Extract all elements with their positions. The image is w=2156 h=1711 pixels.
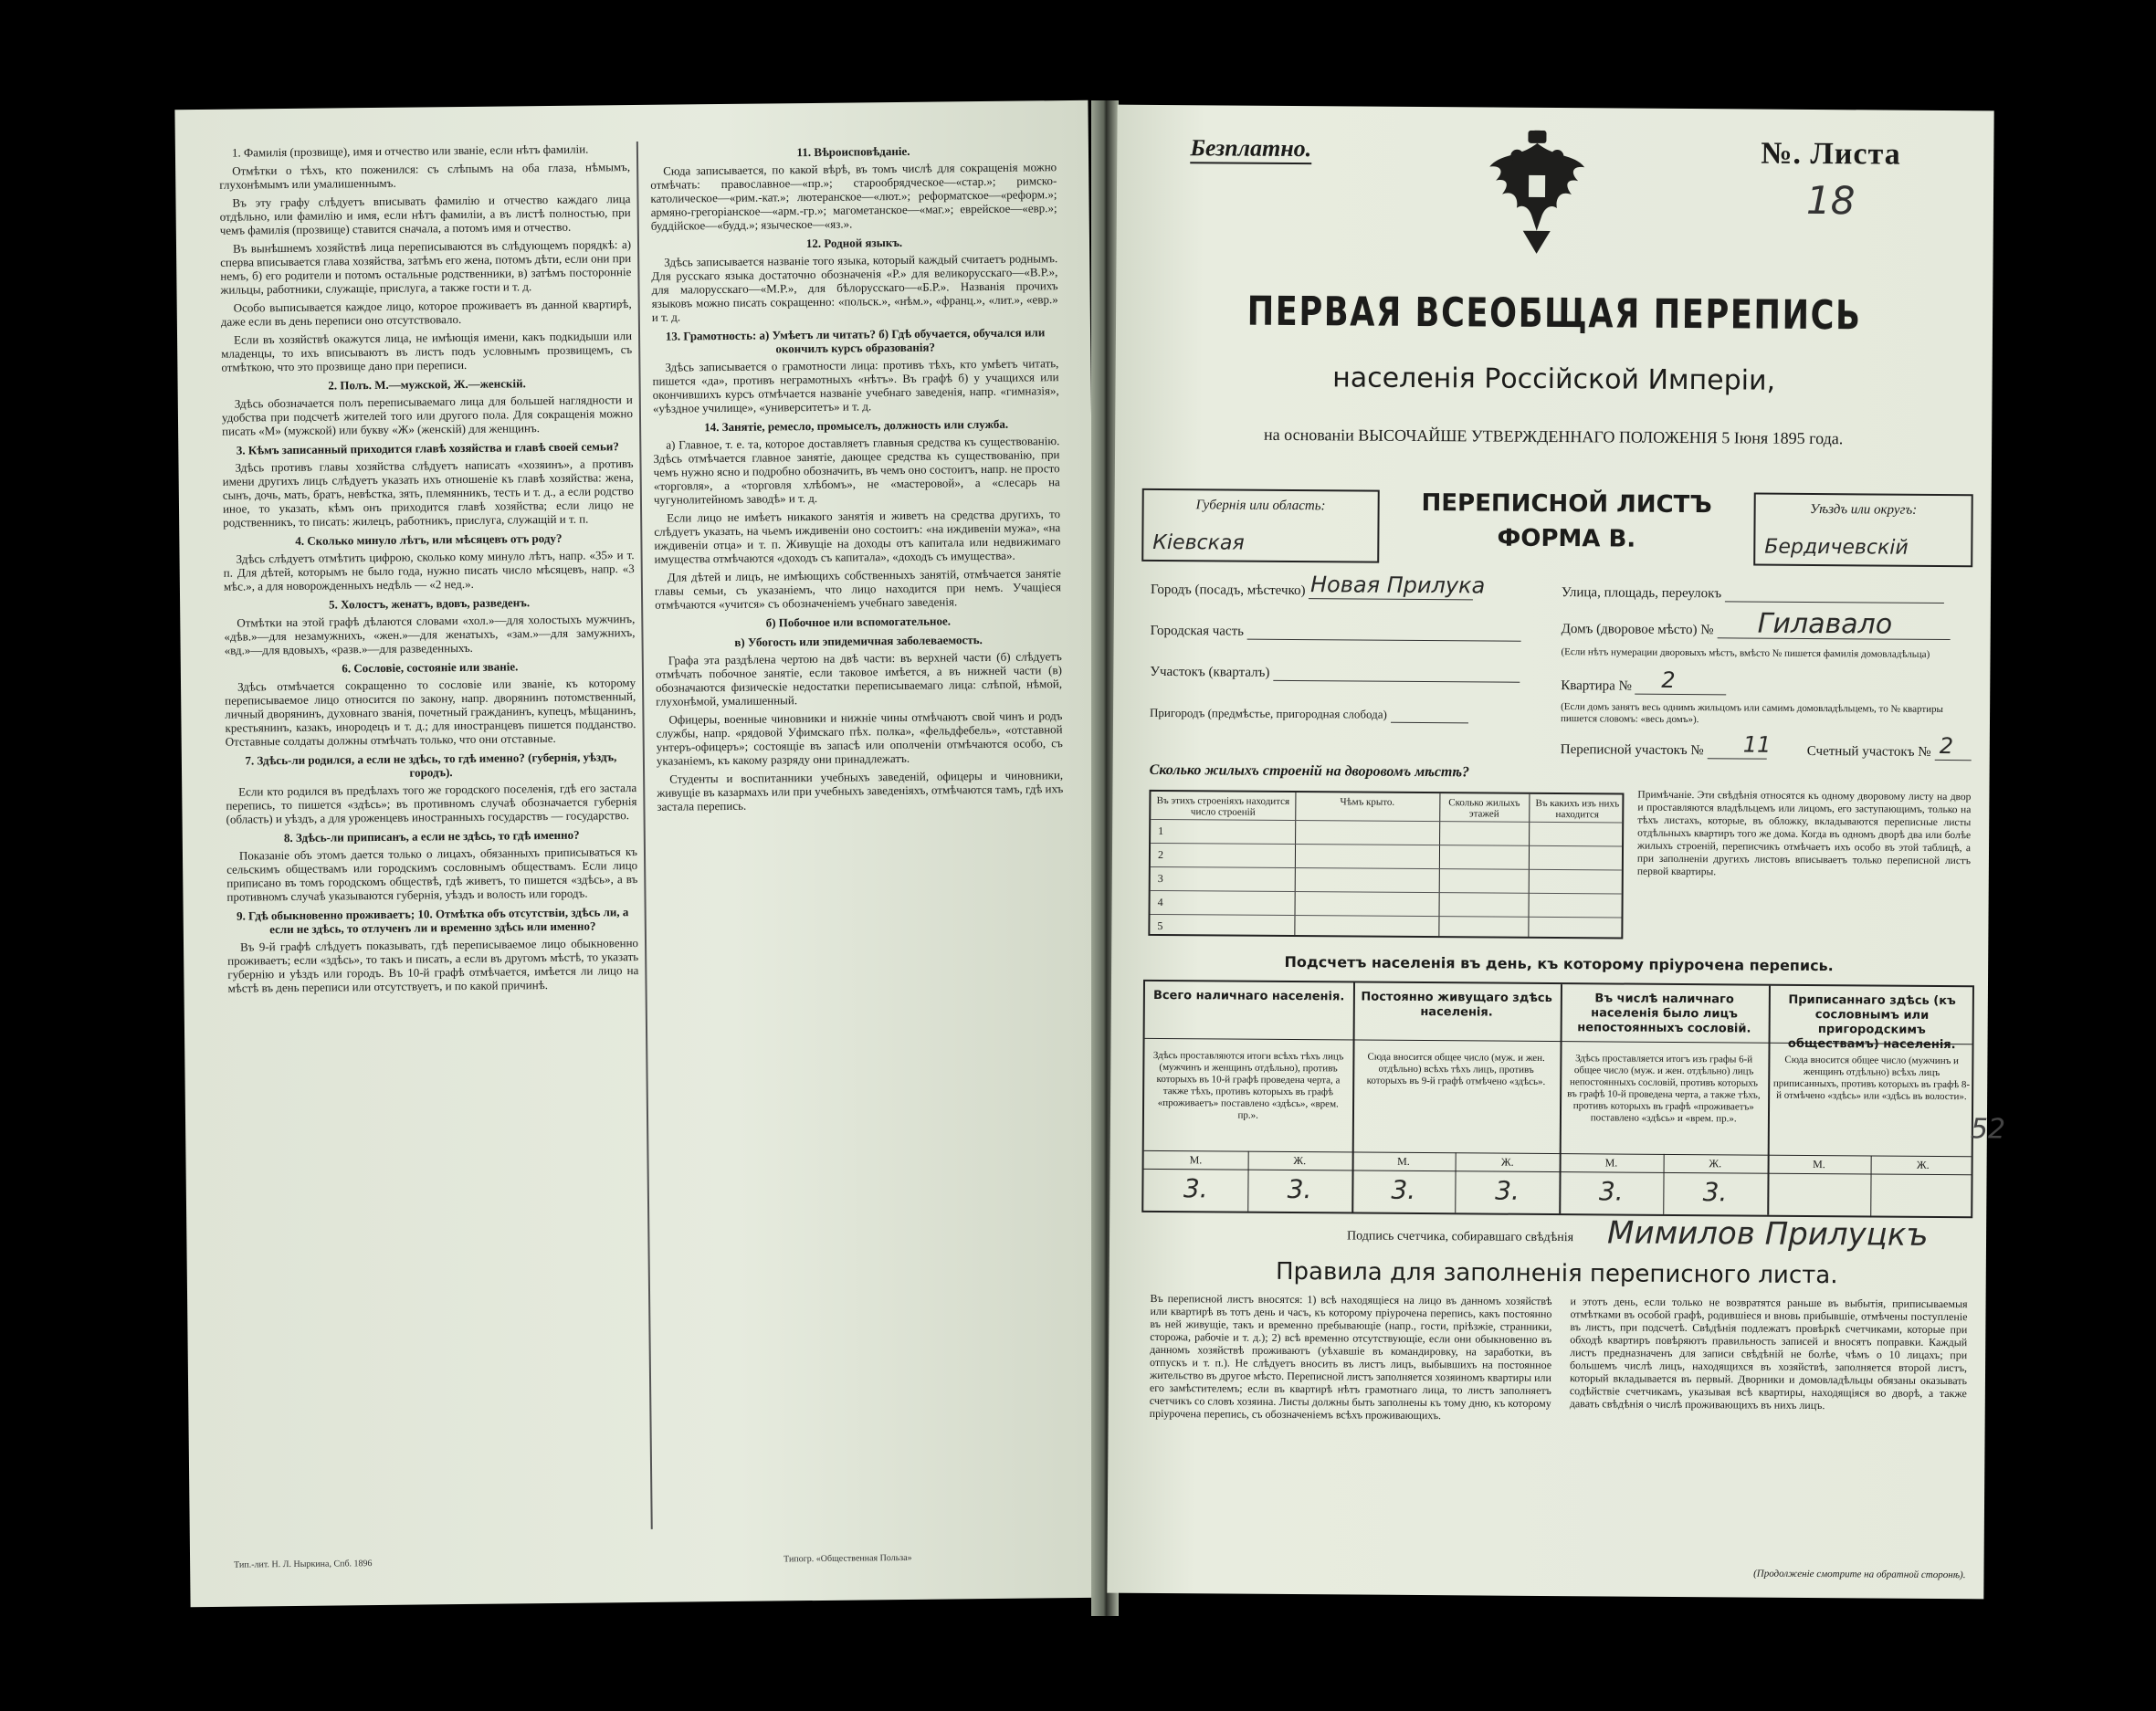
- instruction-paragraph: а) Главное, т. е. та, которое доставляетъ главныя средства къ существованію. Здѣсь отмѣчается главное занятіе, дающее средства къ существованію, при чемъ нужно ясно и подробно обозначить, въ чемъ оно состоитъ, напр. не просто «торговля», а «торговля хлѣбомъ», не «мастеровой», а «слесарь на чугунолитейномъ заводѣ» и т. д.: [653, 434, 1060, 507]
- province-box: [1141, 488, 1380, 563]
- instruction-paragraph: Студенты и воспитанники учебныхъ заведеній, офицеры и чиновники, живущіе въ казармахъ или при учебныхъ заведеніяхъ, отмѣчаются тамъ, гдѣ ихъ застала перепись.: [657, 768, 1064, 814]
- instruction-heading: 12. Родной языкъ.: [805, 235, 903, 251]
- sheet-number-label: №. Листа: [1761, 136, 1901, 172]
- precinct-field: [1150, 662, 1520, 683]
- margin-number: 52: [1970, 1113, 2006, 1146]
- suburb-field: [1150, 703, 1468, 723]
- buildings-row-number: 4: [1157, 895, 1163, 909]
- census-district-label: Переписной участокъ №: [1560, 742, 1704, 759]
- district-box: [1753, 493, 1973, 568]
- instruction-heading: 7. Здѣсь-ли родился, а если не здѣсь, то гдѣ именно? (губернія, уѣздъ, городъ).: [245, 750, 617, 780]
- instruction-paragraph: Здѣсь записывается о грамотности лица: противъ тѣхъ, кто умѣетъ читать, пишется «да», противъ неграмотныхъ «нѣтъ». Въ графѣ б) у учащихся или окончившихъ курсъ отмѣчается названіе учебнаго заведенія, напр. «гимназія», «уѣздное училище», «университетъ» и т. д.: [652, 356, 1059, 415]
- printer-imprint-left: Тип.-лит. Н. Л. Ныркина, Спб. 1896: [234, 1559, 373, 1570]
- male-count-value: [1767, 1178, 1871, 1179]
- census-district-value: 11: [1742, 731, 1772, 758]
- instruction-heading: 6. Сословіе, состояніе или званіе.: [342, 659, 519, 676]
- instruction-paragraph: Если кто родился въ предѣлахъ того же городского поселенія, гдѣ его застала перепись, то пишется «здѣсь»; въ противномъ случаѣ обозначается губернія (область) и уѣздъ, а для уроженцевъ иностранныхъ государствъ — государство.: [226, 781, 637, 826]
- buildings-note: Примѣчаніе. Эти свѣдѣнія относятся къ одному дворовому листу на двор и проставляются владѣльцемъ или лицомъ, его заступающимъ, только на тѣхъ листахъ, которые, въ обложку, вкладываются переписные листы отдѣльныхъ квартиръ того же дома. Когда въ одномъ дворѣ два или болѣе жилыхъ строеній, переписчикъ отмѣчаетъ ихъ особо въ этой таблицѣ, а при заполненіи другихъ листовъ вписываетъ только переписной листъ первой квартиры.: [1636, 789, 1972, 878]
- buildings-header-1: Въ этихъ строеніяхъ находится число строеній: [1156, 794, 1290, 818]
- province-label: Губернія или область:: [1195, 498, 1326, 514]
- buildings-header-2: Чѣмъ крыто.: [1340, 796, 1395, 808]
- apartment-value: 2: [1661, 667, 1676, 693]
- counting-district-value: 2: [1939, 732, 1954, 760]
- instruction-heading: 2. Полъ. М.—мужской, Ж.—женскій.: [328, 376, 526, 393]
- instruction-heading: 9. Гдѣ обыкновенно проживаетъ; 10. Отмѣтка объ отсутствіи, здѣсь ли, а если не здѣсь, то отлученъ ли и временно здѣсь или именно?: [236, 905, 629, 937]
- instruction-paragraph: Отмѣтки о тѣхъ, кто поженился: съ слѣпымъ на оба глаза, нѣмымъ, глухонѣмымъ или умалишеннымъ.: [219, 160, 631, 192]
- house-label: Домъ (дворовое мѣсто) №: [1561, 622, 1714, 638]
- rules-title: Правила для заполненія переписного листа.: [1275, 1257, 1838, 1290]
- instruction-heading: 3. Кѣмъ записанный приходится главѣ хозяйства и главѣ своей семьи?: [236, 439, 619, 457]
- population-count-title: Подсчетъ населенія въ день, къ которому пріурочена перепись.: [1284, 952, 1834, 975]
- form-main-title: ПЕРВАЯ ВСЕОБЩАЯ ПЕРЕПИСЬ: [1246, 288, 1862, 340]
- buildings-row-number: 5: [1157, 918, 1163, 933]
- house-note: (Если нѣтъ нумерации дворовыхъ мѣстъ, вмѣсто № пишется фамилія домовладѣльца): [1561, 646, 1930, 660]
- house-field: [1561, 607, 1951, 641]
- instruction-paragraph: Въ эту графу слѣдуетъ вписывать фамилію и отчество каждаго лица отдѣльно, или фамилію и имя, если нѣтъ фамиліи, а въ листѣ полностью, при чемъ фамилія (прозвище) ставится сначала, а потомъ имя и отчество.: [219, 192, 631, 237]
- rules-text-right: и этотъ день, если только не возвратятся раньше въ выбытія, приписываемыя отмѣтками въ особой графѣ, родившіеся и вновь прибывшіе, отмѣчены поступленіе въ листъ, при подсчетѣ. Свѣдѣнія подлежатъ провѣркѣ счетчиками, которые при обходѣ квартиръ повѣряютъ правильность записей и вносятъ поправки. Каждый листъ предназначенъ для записи свѣдѣній не болѣе, чѣмъ о 10 лицахъ; при большемъ числѣ лицъ, находящихся въ хозяйствѣ, заполняется второй листъ, который вкладывается въ первый. Дворники и домовладѣльцы обязаны оказывать содѣйствіе счетчикамъ, указывая всѣ квартиры, находящіяся во дворѣ, а также давать свѣдѣнія о числѣ проживающихъ въ нихъ лицъ.: [1569, 1295, 1968, 1412]
- counting-district-label: Счетный участокъ №: [1806, 743, 1931, 760]
- buildings-row-number: 1: [1158, 824, 1164, 838]
- female-subheader: Ж.: [1293, 1154, 1307, 1168]
- instruction-paragraph: Если въ хозяйствѣ окажутся лица, не имѣющія имени, какъ подкидыши или младенцы, то ихъ вписываютъ въ листъ подъ условнымъ прозвищемъ, съ отмѣткою, что это прозвище дано при переписи.: [221, 329, 633, 374]
- form-title-line-2: ФОРМА В.: [1497, 524, 1636, 553]
- instruction-paragraph: Здѣсь слѣдуетъ отмѣтить цифрою, сколько кому минуло лѣтъ, напр. «35» и т. п. Для дѣтей, которымъ не было года, нужно писать число мѣсяцевъ, напр. «3 мѣс.», а для новорожденныхъ недѣль — «2 нед.».: [223, 548, 635, 593]
- male-subheader: М.: [1813, 1158, 1825, 1171]
- instruction-paragraph: Сюда записывается, по какой вѣрѣ, въ томъ числѣ для сокращенія можно отмѣчать: православное—«пр.»; старообрядческое—«стар.»; римско-католическое—«рим.-кат.»; лютеранское—«лют.»; реформатское—«реформ.»; армяно-грегоріанское—«арм.-гр.»; магометанское—«маг.»; еврейское—«евр.»; буддійское—«будд.»; языческое—«яз.».: [650, 160, 1057, 233]
- instruction-paragraph: Особо выписывается каждое лицо, которое проживаетъ въ данной квартирѣ, даже если въ день переписи оно отсутствовало.: [220, 297, 632, 329]
- buildings-table: [1148, 790, 1624, 939]
- district-label: Уѣздъ или округъ:: [1810, 501, 1918, 518]
- city-value: Новая Прилука: [1309, 572, 1486, 599]
- female-subheader: Ж.: [1709, 1157, 1722, 1170]
- counting-district-field: [1806, 732, 1972, 761]
- buildings-header-4: Въ какихъ изъ нихъ находится: [1535, 797, 1620, 821]
- instruction-paragraph: Отмѣтки на этой графѣ дѣлаются словами «хол.»—для холостыхъ мужчинъ, «дѣв.»—для незамужнихъ, «жен.»—для женатыхъ, «зам.»—для замужнихъ, «вд.»—для вдовыхъ, «разв.»—для разведенныхъ.: [224, 612, 636, 657]
- apartment-field: [1561, 667, 1727, 695]
- female-subheader: Ж.: [1916, 1158, 1930, 1171]
- instruction-heading: 8. Здѣсь-ли приписанъ, а если не здѣсь, то гдѣ именно?: [283, 827, 580, 845]
- count-column-note: Здѣсь проставляются итоги всѣхъ тѣхъ лицъ (мужчинъ и женщинъ отдѣльно), противъ которыхъ въ 10-й графѣ проведена черта, а также тѣхъ, противъ которыхъ въ графѣ «проживаетъ» поставлено «здѣсь», «врем. пр.».: [1152, 1049, 1344, 1121]
- form-title-line-1: ПЕРЕПИСНОЙ ЛИСТЪ: [1421, 489, 1712, 520]
- instruction-paragraph: Офицеры, военные чиновники и нижніе чины отмѣчаютъ свой чинъ и родъ службы, напр. «рядовой Уфимскаго пѣх. полка», «фельдфебель», «отставной унтеръ-офицеръ»; состоящіе въ запасѣ или ополченіи отмѣчаются особо, съ указаніемъ, къ какому разряду они принадлежатъ.: [656, 709, 1063, 768]
- rules-continued-note: (Продолженіе смотрите на обратной сторонѣ).: [1753, 1568, 1966, 1581]
- signature-label: Подпись счетчика, собиравшаго свѣдѣнія: [1347, 1229, 1574, 1245]
- left-page: [174, 100, 1103, 1607]
- female-count-value: 3.: [1702, 1177, 1728, 1208]
- instruction-heading: 5. Холостъ, женатъ, вдовъ, разведенъ.: [329, 595, 531, 612]
- instruction-heading: 13. Грамотность: а) Умѣетъ ли читать? б) Гдѣ обучается, обучался или окончилъ курсъ образованія?: [665, 325, 1046, 356]
- printer-imprint-right: Типогр. «Общественная Польза»: [784, 1552, 912, 1565]
- male-count-value: 3.: [1391, 1174, 1416, 1205]
- form-subtitle: населенія Россійской Имперіи,: [1332, 362, 1776, 397]
- apartment-note: (Если домъ занятъ весь однимъ жильцомъ или самимъ домовладѣльцемъ, то № квартиры пишется словомъ: «весь домъ»).: [1560, 701, 1943, 726]
- buildings-question: Сколько жилыхъ строеній на дворовомъ мѣстѣ?: [1149, 761, 1470, 781]
- instruction-paragraph: 1. Фамилія (прозвище), имя и отчество или званіе, если нѣтъ фамиліи.: [231, 142, 589, 160]
- male-subheader: М.: [1604, 1156, 1618, 1170]
- instruction-heading: 14. Занятіе, ремесло, промыселъ, должность или служба.: [704, 416, 1009, 435]
- city-label: Городъ (посадъ, мѣстечко): [1150, 582, 1306, 599]
- male-subheader: М.: [1397, 1154, 1410, 1168]
- city-part-label: Городская часть: [1150, 623, 1245, 639]
- female-count-value: [1871, 1178, 1975, 1179]
- street-field: [1562, 583, 1944, 604]
- instructions-column-2: [650, 137, 1071, 1520]
- instruction-heading: 4. Сколько минуло лѣтъ, или мѣсяцевъ отъ роду?: [295, 530, 563, 548]
- female-subheader: Ж.: [1500, 1155, 1514, 1169]
- instructions-column-1: [219, 142, 645, 1525]
- census-form-page: [1107, 105, 2006, 1600]
- district-value: Бердичевскій: [1764, 535, 1909, 560]
- population-count-table: [1141, 980, 1974, 1218]
- instruction-heading: в) Убогость или эпидемичная заболеваемость.: [734, 633, 983, 649]
- count-column-header: Постоянно живущаго здѣсь населенія.: [1361, 990, 1552, 1020]
- census-district-field: [1560, 731, 1772, 760]
- count-column-note: Сюда вносится общее число (муж. и жен. отдѣльно) всѣхъ тѣхъ лицъ, противъ которыхъ въ 9-й графѣ отмѣчено «здѣсь».: [1366, 1051, 1546, 1087]
- suburb-label: Пригородъ (предмѣстье, пригородная слобода): [1150, 705, 1387, 721]
- male-subheader: М.: [1189, 1153, 1203, 1167]
- legal-basis-line: на основаніи ВЫСОЧАЙШЕ УТВЕРЖДЕННАГО ПОЛОЖЕНІЯ 5 Іюня 1895 года.: [1264, 425, 1844, 448]
- count-column-header: Въ числѣ наличнаго населенія было лицъ непостоянныхъ сословій.: [1577, 992, 1751, 1036]
- precinct-label: Участокъ (кварталъ): [1150, 664, 1270, 680]
- rules-text-left: Въ переписной листъ вносятся: 1) всѣ находящіеся на лицо въ данномъ хозяйствѣ или квартирѣ въ тотъ день и часъ, къ которому пріурочена перепись, какъ постоянно въ ней живущіе, такъ и временно пребывающіе (напр., гости, пріѣзжіе, странники, сторожа, рабочіе и т. д.); 2) всѣ временно отсутствующіе, если они обыкновенно въ данномъ хозяйствѣ проживаютъ (уѣхавшіе въ командировку, на заработки, въ отпускъ и т. п.). Не слѣдуетъ вносить въ листъ лицъ, выбывшихъ на постоянное жительство въ другое мѣсто. Переписной листъ заполняется хозяиномъ квартиры или его замѣстителемъ; если въ квартирѣ нѣтъ грамотнаго лица, то листъ заполняетъ счетчикъ со словъ хозяина. Листы должны быть заполнены къ тому дню, къ которому пріурочена перепись, съ обозначеніемъ всѣхъ проживающихъ.: [1149, 1291, 1552, 1422]
- instruction-paragraph: Здѣсь отмѣчается сокращенно то сословіе или званіе, къ которому переписываемое лицо относится по закону, напр. дворянинъ потомственный, личный дворянинъ, духовнаго званія, почетный гражданинъ, купецъ, мѣщанинъ, крестьянинъ, казакъ, инородецъ и т. д.; для иностранцевъ пишется подданство. Отставные солдаты должны отмѣчать только, что они отставные.: [225, 676, 636, 749]
- form-type-title: [1388, 486, 1745, 558]
- male-count-value: 3.: [1183, 1173, 1208, 1204]
- enumerator-signature: Мимилов Прилуцкъ: [1606, 1214, 1929, 1254]
- instruction-paragraph: Здѣсь обозначается полъ переписываемаго лица для большей наглядности и удобства при подсчетѣ жителей того или другого пола. Для сокращенія можно писать «М» (мужской) или букву «Ж» (женскій) для женщинъ.: [221, 393, 634, 438]
- sheet-number-handwritten: 18: [1805, 177, 1856, 224]
- apartment-label: Квартира №: [1561, 678, 1632, 694]
- female-count-value: 3.: [1495, 1175, 1520, 1206]
- instruction-paragraph: Показаніе объ этомъ дается только о лицахъ, обязанныхъ приписываться къ сельскимъ обществамъ или городскимъ сословнымъ обществамъ. Если лицо приписано въ томъ городскомъ обществѣ, гдѣ живетъ, то пишется «здѣсь», а въ противномъ случаѣ указываются губернія, уѣздъ и волость или городъ.: [226, 845, 638, 904]
- city-field: [1150, 572, 1486, 600]
- female-count-value: 3.: [1287, 1173, 1312, 1205]
- city-part-field: [1151, 621, 1521, 642]
- instruction-heading: б) Побочное или вспомогательное.: [765, 614, 952, 630]
- instruction-paragraph: Въ 9-й графѣ слѣдуетъ показывать, гдѣ переписываемое лицо обыкновенно проживаетъ; если «здѣсь», то такъ и писать, а если въ другомъ мѣстѣ, то указать губернію и уѣздъ или городъ. Въ 10-й графѣ отмѣчается, имѣется ли лицо на мѣстѣ въ день переписи или отсутствуетъ, и по какой причинѣ.: [227, 936, 639, 995]
- instruction-heading: 11. Вѣроисповѣданіе.: [796, 143, 910, 160]
- buildings-header-3: Сколько жилыхъ этажей: [1448, 797, 1520, 820]
- instruction-paragraph: Въ вынѣшнемъ хозяйствѣ лица переписываются въ слѣдующемъ порядкѣ: а) сперва вписывается глава хозяйства, затѣмъ его жена, потомъ дѣти, если они при немъ, б) его родители и потомъ остальные родственники, в) затѣмъ посторонніе жильцы, работники, служащіе, прислуга, а также гости и т. д.: [220, 237, 632, 297]
- house-value: Гилавало: [1757, 607, 1893, 641]
- buildings-row-number: 3: [1157, 871, 1163, 886]
- male-count-value: 3.: [1598, 1176, 1624, 1207]
- free-label: Безплатно.: [1190, 134, 1311, 164]
- instruction-paragraph: Здѣсь записывается названіе того языка, который каждый считаетъ роднымъ. Для русскаго языка достаточно обозначенія «Р.» для великорусскаго—«В.Р.», для малорусскаго—«М.Р.», для бѣлорусскаго—«Б.Р.». Названія прочихъ языковъ можно писать сокращенно: «польск.», «нѣм.», «франц.», «лит.», «евр.» и т. д.: [651, 251, 1058, 324]
- instruction-paragraph: Здѣсь противъ главы хозяйства слѣдуетъ написать «хозяинъ», а противъ имени другихъ лицъ слѣдуетъ указать ихъ отношеніе къ главѣ хозяйства: жена, сынъ, дочь, мать, братъ, невѣстка, зять, племянникъ, тесть и т. д., а если родство иное, то указать, кѣмъ онъ приходится главѣ хозяйства; если лицо не родственникъ, то писать: жилецъ, работникъ, прислуга, служащій и т. п.: [222, 457, 635, 530]
- street-label: Улица, площадь, переулокъ: [1561, 585, 1722, 602]
- count-column-header: Всего наличнаго населенія.: [1152, 988, 1345, 1004]
- province-value: Кіевская: [1152, 530, 1245, 555]
- count-column-header: Приписаннаго здѣсь (къ сословнымъ или пригородскимъ обществамъ) населенія.: [1787, 992, 1956, 1053]
- buildings-row-number: 2: [1157, 847, 1164, 862]
- count-column-divider: [1767, 986, 1771, 1215]
- double-headed-eagle-emblem-icon: [1482, 130, 1593, 254]
- instruction-paragraph: Если лицо не имѣетъ никакого занятія и живетъ на средства другихъ, то слѣдуетъ указать, на чьемъ иждивеніи оно состоитъ: «на иждивеніи мужа», «на иждивеніи отца» и т. п. Живущіе на доходы отъ капитала или недвижимаго имущества отмѣчаются «доходъ съ капитала», «доходъ съ имущества».: [654, 507, 1061, 566]
- count-column-note: Сюда вносится общее число (мужчинъ и женщинъ отдѣльно) всѣхъ лицъ приписанныхъ, противъ которыхъ въ графѣ 8-й отмѣчено «здѣсь» или «здѣсь въ волости».: [1772, 1054, 1971, 1103]
- instruction-paragraph: Для дѣтей и лицъ, не имѣющихъ собственныхъ занятій, отмѣчается занятіе главы семьи, съ указаніемъ, что лицо находится при немъ. Учащіеся отмѣчаются «учится» съ обозначеніемъ учебнаго заведенія.: [654, 566, 1062, 612]
- count-column-note: Здѣсь проставляется итогъ изъ графы 6-й общее число (муж. и жен. отдѣльно) лицъ непостоянныхъ сословій, противъ которыхъ въ графѣ 10-й проведена черта, а также тѣхъ, противъ которыхъ въ графѣ «проживаетъ» поставлено «здѣсь» и «врем. пр.».: [1567, 1053, 1761, 1125]
- instruction-paragraph: Графа эта раздѣлена чертою на двѣ части: въ верхней части (б) слѣдуетъ отмѣчать побочное занятіе, если таковое имѣется, а въ нижней части (в) обозначаются физическіе недостатки переписываемаго лица: слѣпой, нѣмой, глухонѣмой, умалишенный.: [655, 649, 1063, 709]
